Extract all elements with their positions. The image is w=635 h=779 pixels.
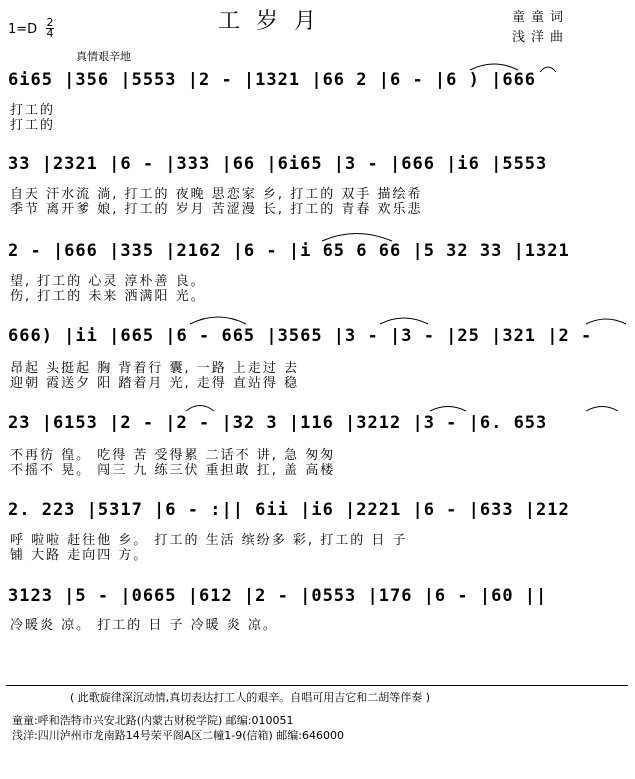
composer-contact: 浅洋:四川泸州市龙南路14号荣平阁A区二幢1-9(信箱) 邮编:646000	[12, 729, 344, 742]
slur-arc	[380, 318, 428, 324]
slur-arc	[586, 407, 618, 412]
lyric-verse-2: 不摇不 晃。 闯三 九 练三伏 重担敢 扛, 盖 高楼	[10, 463, 336, 478]
lyric-verse-2: 迎朝 霞送夕 阳 踏着月 光, 走得 直站得 稳	[10, 376, 300, 391]
lyric-verse-2: 季节 离开爹 娘, 打工的 岁月 苦涩漫 长, 打工的 青春 欢乐悲	[10, 202, 423, 217]
notation-row: 2 - |666 |335 |2162 |6 - |i 65 6 66 |5 32 33 |1321	[8, 241, 570, 261]
notation-row: 33 |2321 |6 - |333 |66 |6i65 |3 - |666 |i6 |5553	[8, 154, 548, 174]
lyric-verse-1: 不再彷 徨。 吃得 苦 受得累 二话不 讲, 急 匆匆	[10, 448, 336, 463]
meter-bottom: 4	[46, 27, 54, 40]
lyric-verse-1: 呼 啦啦 赶往他 乡。 打工的 生活 缤纷多 彩, 打工的 日 子	[10, 533, 408, 548]
lyric-verse-2: 铺 大路 走向四 方。	[10, 548, 149, 563]
lyricist-contact: 童童:呼和浩特市兴安北路(内蒙古财税学院) 邮编:010051	[12, 714, 294, 727]
slur-arc	[586, 319, 626, 324]
lyric-verse-1: 望, 打工的 心灵 淳朴善 良。	[10, 274, 206, 289]
slur-arc	[322, 234, 392, 242]
composer-credit: 浅洋曲	[512, 30, 570, 45]
notation-row: 2. 223 |5317 |6 - :|| 6ii |i6 |2221 |6 - |633 |212	[8, 500, 570, 520]
notation-row: 6i65 |356 |5553 |2 - |1321 |66 2 |6 - |6 ) |666	[8, 70, 537, 90]
time-signature	[46, 18, 54, 39]
lyricist-credit: 童童词	[512, 10, 570, 25]
lyric-verse-1: 冷暖炎 凉。 打工的 日 子 冷暖 炎 凉。	[10, 618, 278, 633]
meter-top: 2	[46, 16, 54, 29]
notation-row: 666) |ii |665 |6 - 665 |3565 |3 - |3 - |25 |321 |2 -	[8, 326, 593, 346]
slur-arc	[190, 317, 246, 324]
lyric-verse-1: 自天 汗水流 淌, 打工的 夜晚 思恋家 乡, 打工的 双手 描绘希	[10, 187, 423, 202]
lyric-verse-1: 昂起 头挺起 胸 背着行 囊, 一路 上走过 去	[10, 361, 300, 376]
performance-remark: ( 此歌旋律深沉动情,真切表达打工人的艰辛。自唱可用吉它和二胡等伴奏 )	[70, 691, 431, 704]
slur-arc	[540, 67, 556, 72]
notation-row: 23 |6153 |2 - |2 - |32 3 |116 |3212 |3 - |6. 653	[8, 413, 548, 433]
lyric-verse-2: 打工的	[10, 118, 56, 133]
lyric-verse-1: 打工的	[10, 103, 56, 118]
slur-arc	[430, 407, 466, 412]
song-title: 工岁月	[218, 9, 333, 34]
lyric-verse-2: 伤, 打工的 未来 洒满阳 光。	[10, 289, 206, 304]
notation-row: 3123 |5 - |0665 |612 |2 - |0553 |176 |6 - |60 ||	[8, 586, 548, 606]
key-signature: 1=D	[8, 22, 38, 37]
expression-mark: 真情艰辛地	[76, 50, 131, 63]
slur-arc	[186, 406, 214, 412]
